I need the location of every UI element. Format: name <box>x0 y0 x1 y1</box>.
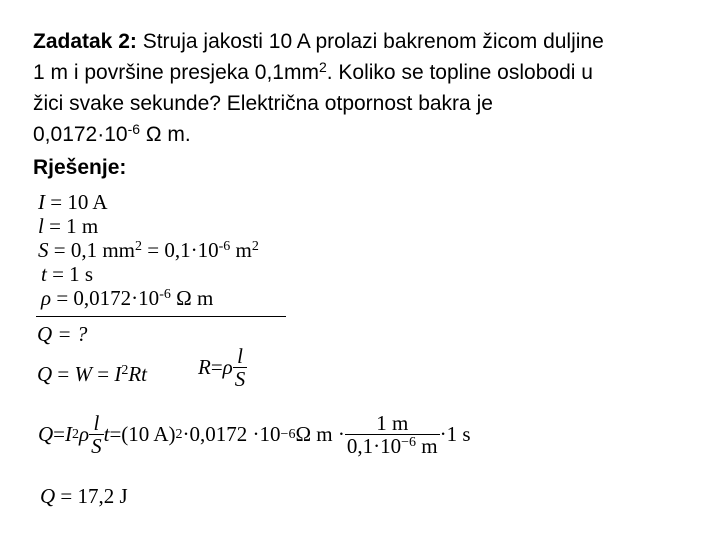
given-area: S = 0,1 $mm^2 = 0,1\cdot 10^{-6}$ $m^2$ <box>38 238 259 262</box>
unknown-quantity: Q = ? <box>37 322 88 346</box>
problem-line-2: 1 m i površine presjeka $0,1mm^2$. Koliko se topline oslobodi u <box>33 59 593 84</box>
solution-title: Rješenje: <box>33 156 127 179</box>
problem-line-1: Zadatak 2: Struja jakosti 10 A prolazi bakrenom žicom duljine <box>33 30 604 53</box>
divider-line <box>36 316 286 317</box>
heat-formula: $Q = W = I^2Rt$ <box>37 362 148 386</box>
calc-fraction-numeric: $\frac{1 m}{0,1\cdot 10^{-6} m}$ <box>346 411 438 458</box>
given-current: I = 10 A <box>38 190 108 214</box>
problem-statement <box>33 26 703 150</box>
given-resistivity: $\rho = 0,0172\cdot 10^{-6}$ Ω m <box>41 286 214 310</box>
resistance-fraction: $\frac{l}{S}$ <box>234 344 246 391</box>
problem-line-4: $0,0172\cdot 10^{-6}$ Ω m. <box>33 121 191 146</box>
calculation-line: Q = I 2 ρ $\frac{l}{S}$ t = (10 A) 2 ·0,0172 ·10 −6 Ω m · $\frac{1 m}{0,1\cdot 10^{-6} m}$ ·1 s <box>38 411 471 458</box>
given-values <box>38 190 259 310</box>
given-time: t = 1 s <box>41 262 94 286</box>
given-length: l = 1 m <box>38 214 99 238</box>
problem-line-3: žici svake sekunde? Električna otpornost bakra je <box>33 92 493 115</box>
problem-label: Zadatak 2: <box>33 30 137 53</box>
calc-fraction-symbolic: $\frac{l}{S}$ <box>91 411 102 458</box>
final-result: Q = 17,2 J <box>40 484 128 508</box>
resistance-formula: R = ρ $\frac{l}{S}$ <box>198 344 246 391</box>
